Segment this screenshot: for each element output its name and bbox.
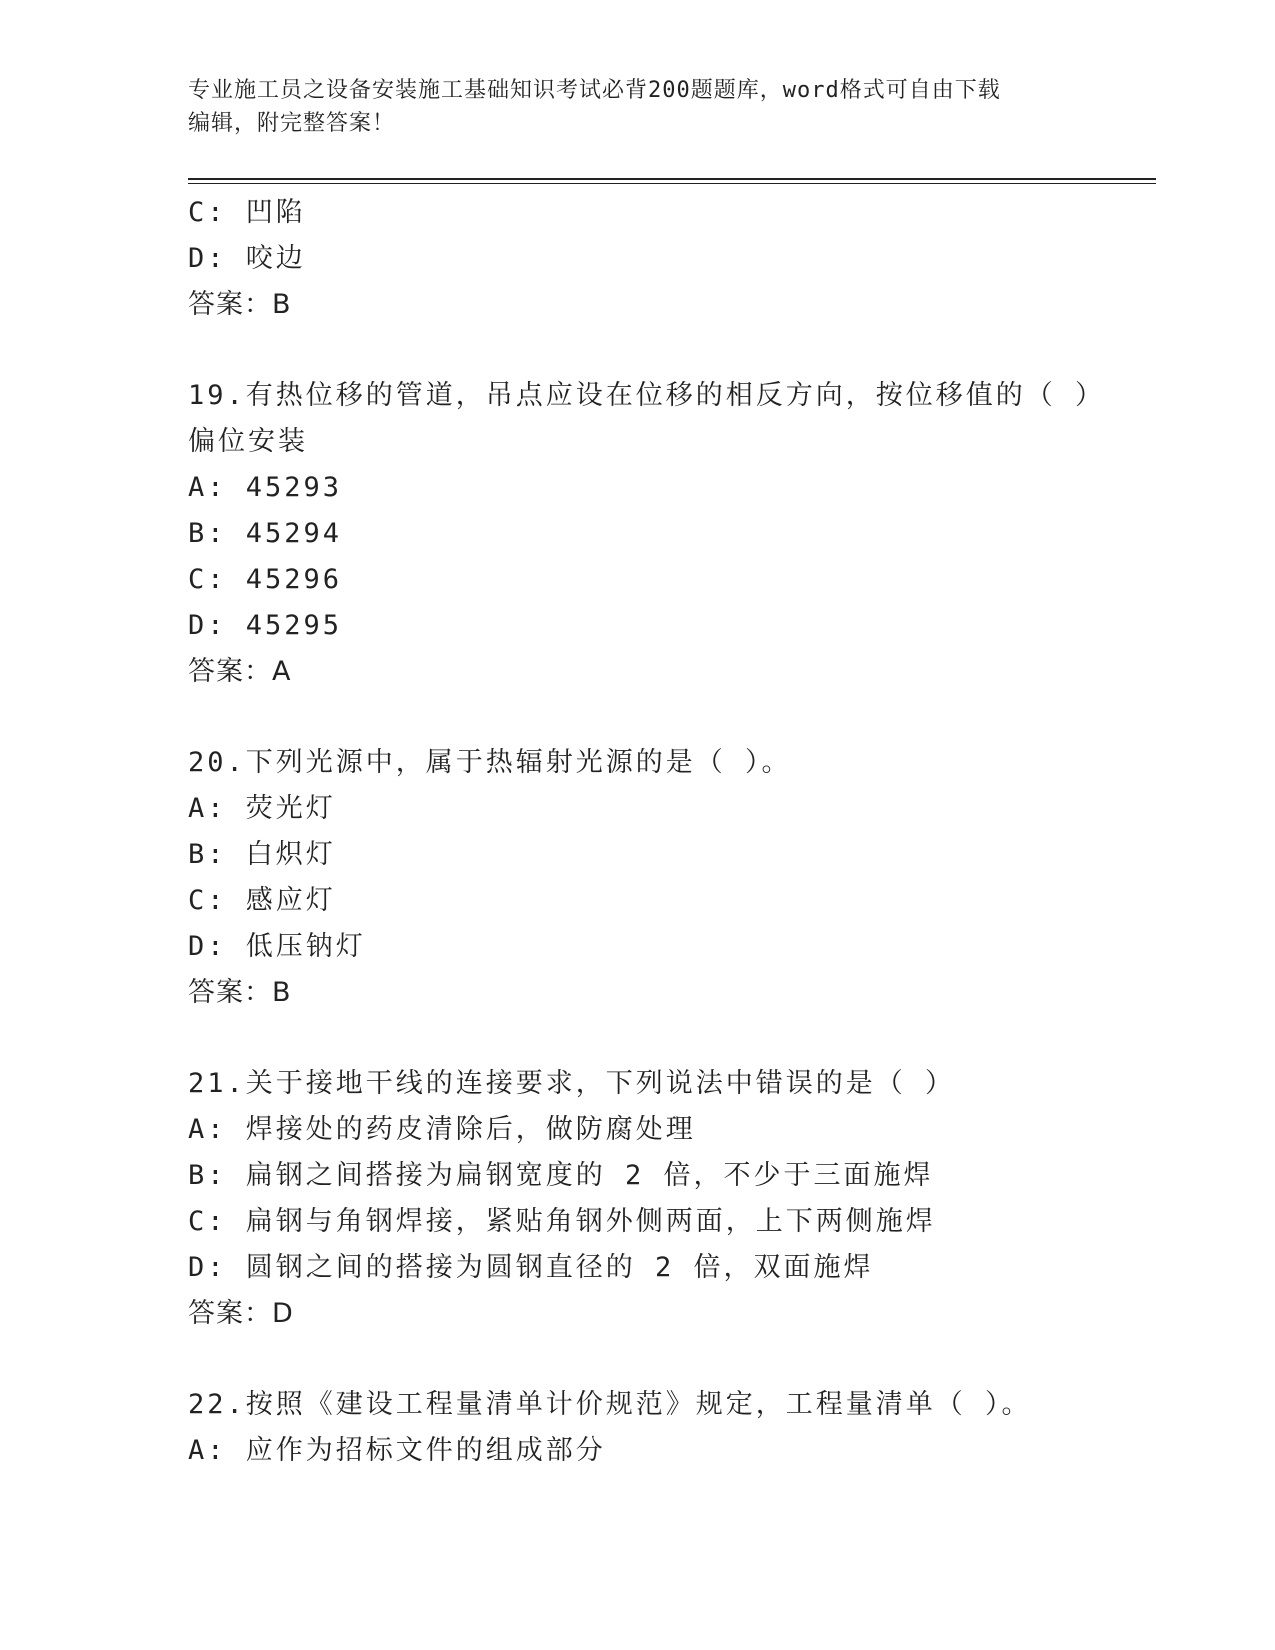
question-spacer [188,328,1156,373]
question-list [188,190,1156,1474]
question-stem: 22.按照《建设工程量清单计价规范》规定，工程量清单（ ）。 [188,1389,1032,1420]
document-header [188,74,1088,140]
option-a: A: 应作为招标文件的组成部分 [188,1435,606,1466]
option-d: D: 45295 [188,610,343,641]
answer-label: 答案：B [188,289,292,320]
option-b: B: 扁钢之间搭接为扁钢宽度的 2 倍，不少于三面施焊 [188,1160,934,1191]
question-spacer [188,695,1156,740]
question-19 [188,373,1156,695]
header-title-line-1: 专业施工员之设备安装施工基础知识考试必背200题题库，word格式可自由下载 [188,78,1001,103]
option-b: B: 45294 [188,518,343,549]
option-b: B: 白炽灯 [188,839,336,870]
question-20 [188,740,1156,1016]
option-d: D: 咬边 [188,243,306,274]
option-c: C: 感应灯 [188,885,336,916]
question-spacer [188,1016,1156,1061]
option-d: D: 低压钠灯 [188,931,366,962]
option-d: D: 圆钢之间的搭接为圆钢直径的 2 倍，双面施焊 [188,1252,874,1283]
question-spacer [188,1337,1156,1382]
option-a: A: 焊接处的药皮清除后，做防腐处理 [188,1114,696,1145]
option-c: C: 45296 [188,564,343,595]
question-21 [188,1061,1156,1337]
option-c: C: 凹陷 [188,197,306,228]
option-c: C: 扁钢与角钢焊接，紧贴角钢外侧两面，上下两侧施焊 [188,1206,936,1237]
answer-label: 答案：A [188,656,292,687]
question-stem: 20.下列光源中，属于热辐射光源的是（ ）。 [188,747,792,778]
answer-label: 答案：D [188,1298,294,1329]
question-18-tail [188,190,1156,328]
question-stem-continued: 偏位安装 [188,426,308,457]
answer-label: 答案：B [188,977,292,1008]
question-22 [188,1382,1156,1474]
header-divider-thick [188,178,1156,180]
question-stem: 21.关于接地干线的连接要求，下列说法中错误的是（ ） [188,1068,956,1099]
option-a: A: 荧光灯 [188,793,336,824]
header-divider-thin [188,183,1156,184]
option-a: A: 45293 [188,472,343,503]
question-stem: 19.有热位移的管道，吊点应设在位移的相反方向，按位移值的（ ） [188,380,1106,411]
header-title-line-2: 编辑，附完整答案！ [188,111,396,136]
